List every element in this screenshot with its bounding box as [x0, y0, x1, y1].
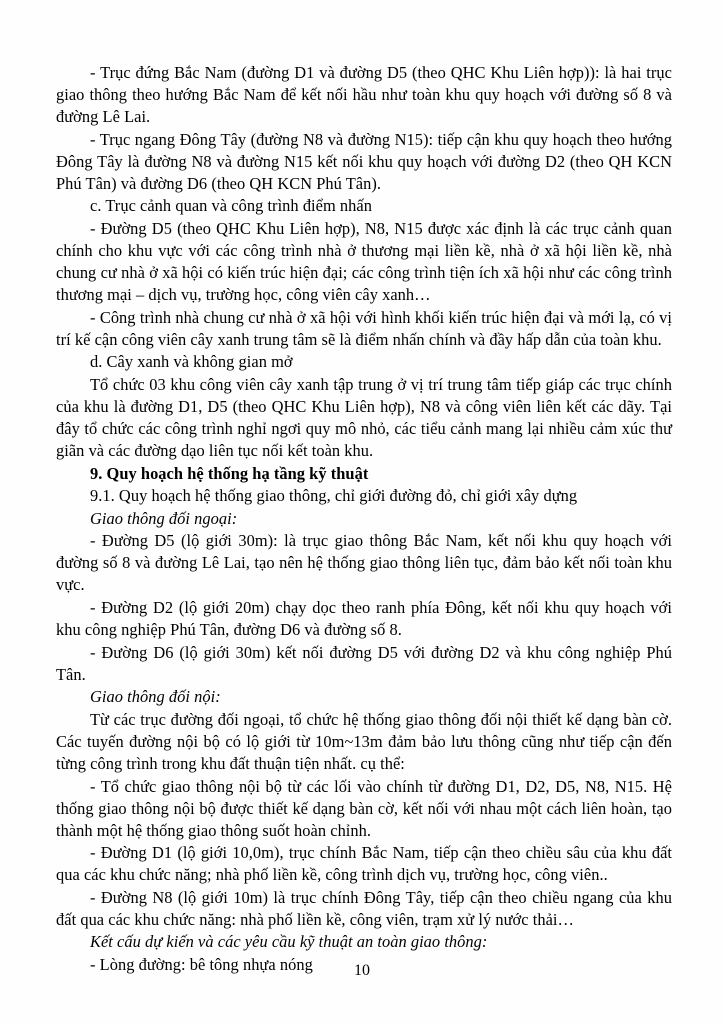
paragraph: - Đường D6 (lộ giới 30m) kết nối đường D5 với đường D2 và khu công nghiệp Phú Tân.: [56, 642, 672, 684]
paragraph: - Tổ chức giao thông nội bộ từ các lối vào chính từ đường D1, D2, D5, N8, N15. Hệ thống giao thông nội bộ được thiết kế dạng bàn cờ, kết nối với nhau một cách liên hoàn, tạo thành một hệ thống giao thông suốt hoàn chỉnh.: [56, 776, 672, 840]
page-number: 10: [354, 962, 370, 979]
paragraph: - Đường D2 (lộ giới 20m) chạy dọc theo ranh phía Đông, kết nối khu quy hoạch với khu công nghiệp Phú Tân, đường D6 và đường số 8.: [56, 598, 672, 640]
document-body: [56, 62, 672, 976]
paragraph: - Lòng đường: bê tông nhựa nóng: [90, 955, 313, 974]
paragraph: - Đường D5 (theo QHC Khu Liên hợp), N8, N15 được xác định là các trục cảnh quan chính cho khu vực với các công trình nhà ở thương mại liền kề, nhà ở xã hội liền kề, nhà chung cư nhà ở xã hội có kiến trúc hiện đại; các công trình tiện ích xã hội như các công trình thương mại – dịch vụ, trường học, công viên cây xanh…: [56, 218, 672, 305]
paragraph: - Công trình nhà chung cư nhà ở xã hội với hình khối kiến trúc hiện đại và mới lạ, có vị trí kế cận công viên cây xanh trung tâm sẽ là điểm nhấn chính và đầy hấp dẫn của toàn khu.: [56, 307, 672, 349]
paragraph: - Trục đứng Bắc Nam (đường D1 và đường D5 (theo QHC Khu Liên hợp)): là hai trục giao thông theo hướng Bắc Nam để kết nối hầu như toàn khu quy hoạch với đường số 8 và đường Lê Lai.: [56, 63, 672, 127]
section-heading: 9. Quy hoạch hệ thống hạ tầng kỹ thuật: [90, 463, 369, 483]
paragraph: - Đường N8 (lộ giới 10m) là trục chính Đông Tây, tiếp cận theo chiều ngang của khu đất qua các khu chức năng: nhà phố liền kề, công viên, trạm xử lý nước thải…: [56, 887, 672, 929]
paragraph: Giao thông đối ngoại:: [90, 508, 238, 528]
paragraph: - Đường D1 (lộ giới 10,0m), trục chính Bắc Nam, tiếp cận theo chiều sâu của khu đất qua các khu chức năng; nhà phố liền kề, công trình dịch vụ, trường học, công viên..: [56, 843, 672, 885]
paragraph: 9.1. Quy hoạch hệ thống giao thông, chỉ giới đường đỏ, chỉ giới xây dựng: [90, 486, 578, 506]
paragraph: Giao thông đối nội:: [90, 687, 221, 707]
paragraph: c. Trục cảnh quan và công trình điểm nhấn: [90, 196, 372, 216]
paragraph: - Trục ngang Đông Tây (đường N8 và đường N15): tiếp cận khu quy hoạch theo hướng Đông Tây là đường N8 và đường N15 kết nối khu quy hoạch với đường D2 (theo QH KCN Phú Tân) và đường D6 (theo QH KCN Phú Tân).: [56, 129, 672, 193]
paragraph: - Đường D5 (lộ giới 30m): là trục giao thông Bắc Nam, kết nối khu quy hoạch với đường số 8 và đường Lê Lai, tạo nên hệ thống giao thông liên tục, đảm bảo kết nối toàn khu vực.: [56, 531, 672, 595]
paragraph: Tổ chức 03 khu công viên cây xanh tập trung ở vị trí trung tâm tiếp giáp các trục chính của khu là đường D1, D5 (theo QHC Khu Liên hợp), N8 và công viên liên kết các dãy. Tại đây tổ chức các công trình nghỉ ngơi quy mô nhỏ, các tiểu cảnh mang lại nhiều cảm xúc thư giãn và các đường dạo liên tục nối kết toàn khu.: [56, 374, 672, 461]
paragraph: Từ các trục đường đối ngoại, tổ chức hệ thống giao thông đối nội thiết kế dạng bàn cờ. Các tuyến đường nội bộ có lộ giới từ 10m~13m đảm bảo lưu thông cũng như tiếp cận đến từng công trình trong khu đất thuận tiện nhất. cụ thể:: [56, 709, 672, 773]
paragraph: d. Cây xanh và không gian mở: [90, 352, 293, 372]
paragraph: Kết cấu dự kiến và các yêu cầu kỹ thuật an toàn giao thông:: [90, 932, 488, 952]
